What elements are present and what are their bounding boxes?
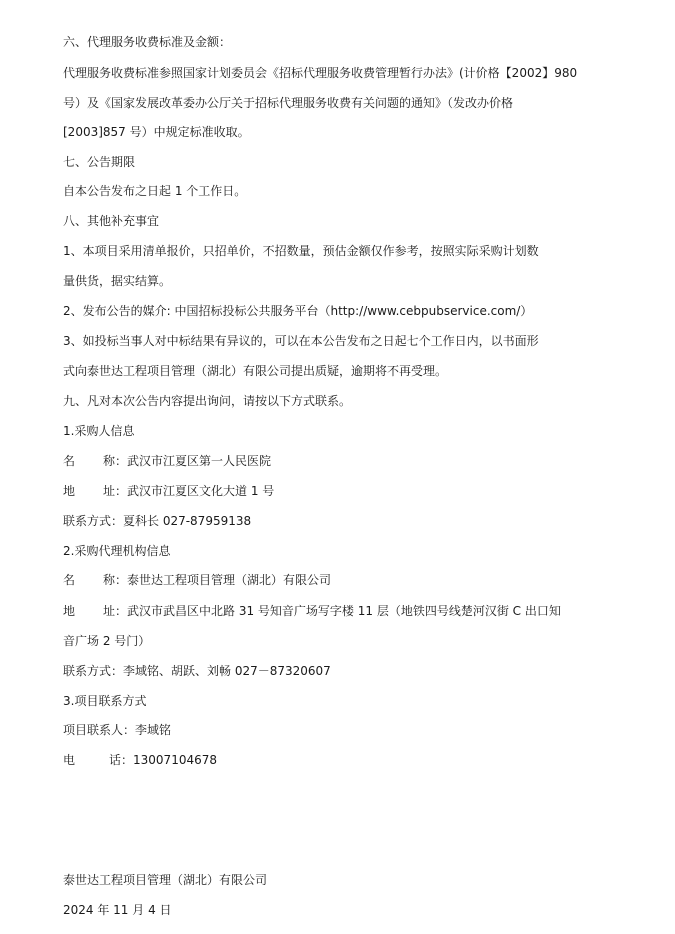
purchaser-name-label-a: 名 (63, 454, 76, 468)
footer-company: 泰世达工程项目管理（湖北）有限公司 (63, 873, 268, 887)
agency-addr-value-line1: 武汉市武昌区中北路 31 号知音广场写字楼 11 层（地铁四号线楚河汉街 C 出口知 (127, 604, 561, 618)
purchaser-contact: 联系方式：夏科长 027-87959138 (63, 514, 252, 528)
project-title: 3.项目联系方式 (63, 694, 147, 708)
section8-item3-line2: 式向泰世达工程项目管理（湖北）有限公司提出质疑，逾期将不再受理。 (63, 364, 448, 378)
section8-item1-line2: 量供货，据实结算。 (63, 274, 172, 288)
project-phone-label-b: 话： (109, 753, 134, 767)
section9-heading: 九、凡对本次公告内容提出询问，请按以下方式联系。 (63, 394, 352, 408)
agency-addr-label-b: 址： (103, 604, 128, 618)
section7-heading: 七、公告期限 (63, 155, 136, 169)
section7-body: 自本公告发布之日起 1 个工作日。 (63, 184, 247, 198)
agency-address-row (63, 603, 623, 619)
section6-body-line2: 号）及《国家发展改革委办公厅关于招标代理服务收费有关问题的通知》（发改办价格 (63, 96, 514, 110)
purchaser-addr-value: 武汉市江夏区文化大道 1 号 (127, 484, 275, 498)
purchaser-address-row (63, 483, 623, 499)
agency-title: 2.采购代理机构信息 (63, 544, 171, 558)
agency-name-label-a: 名 (63, 573, 76, 587)
section8-item2: 2、发布公告的媒介: 中国招标投标公共服务平台（http://www.cebpubservice.com/） (63, 304, 533, 318)
agency-contact: 联系方式：李域铭、胡跃、刘畅 027－87320607 (63, 664, 331, 678)
agency-name-label-b: 称： (103, 573, 128, 587)
agency-addr-label-a: 地 (63, 604, 76, 618)
footer-date: 2024 年 11 月 4 日 (63, 903, 172, 917)
section6-body-line3: [2003]857 号）中规定标准收取。 (63, 125, 250, 139)
purchaser-addr-label-a: 地 (63, 484, 76, 498)
purchaser-name-value: 武汉市江夏区第一人民医院 (127, 454, 272, 468)
purchaser-addr-label-b: 址： (103, 484, 128, 498)
project-phone-row (63, 752, 623, 768)
project-contact-person: 项目联系人：李域铭 (63, 723, 172, 737)
section6-heading: 六、代理服务收费标准及金额： (63, 35, 232, 49)
agency-address-line2: 音广场 2 号门） (63, 634, 151, 648)
purchaser-name-label-b: 称： (103, 454, 128, 468)
section8-item3-line1: 3、如投标当事人对中标结果有异议的，可以在本公告发布之日起七个工作日内，以书面形 (63, 334, 539, 348)
agency-name-value: 泰世达工程项目管理（湖北）有限公司 (127, 573, 332, 587)
purchaser-name-row (63, 453, 623, 469)
section6-body-line1: 代理服务收费标准参照国家计划委员会《招标代理服务收费管理暂行办法》(计价格【2002】980 (63, 66, 578, 80)
agency-name-row (63, 572, 623, 588)
purchaser-title: 1.采购人信息 (63, 424, 135, 438)
section8-item1-line1: 1、本项目采用清单报价，只招单价，不招数量，预估金额仅作参考，按照实际采购计划数 (63, 244, 539, 258)
project-phone-value: 13007104678 (133, 753, 217, 767)
section8-heading: 八、其他补充事宜 (63, 214, 160, 228)
project-phone-label-a: 电 (63, 753, 76, 767)
